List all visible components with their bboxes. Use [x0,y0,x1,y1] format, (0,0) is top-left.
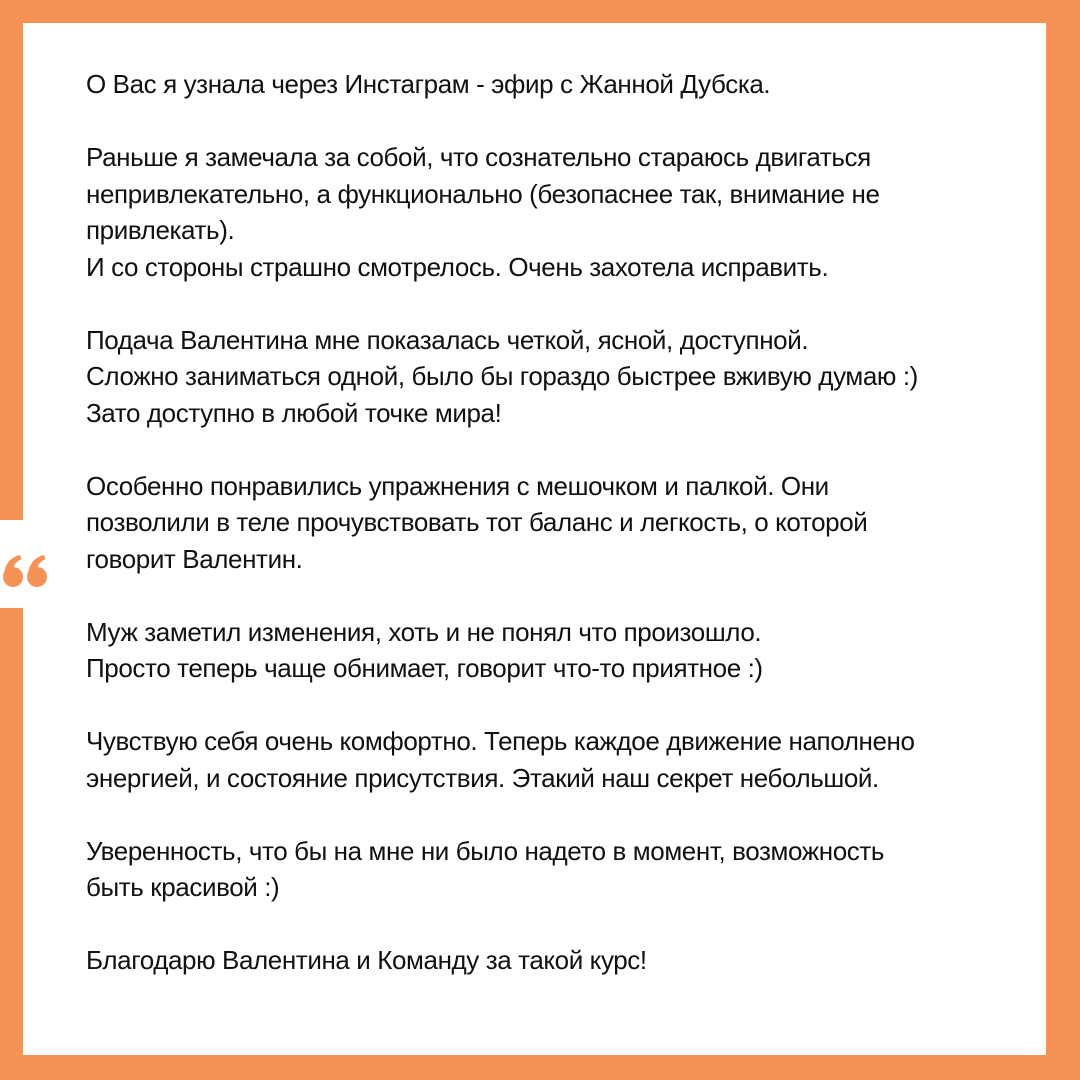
review-line: И со стороны страшно смотрелось. Очень захотела исправить. [86,251,829,282]
review-line: О Вас я узнала через Инстаграм - эфир с Жанной Дубска. [86,69,771,99]
review-line: позволили в теле прочувствовать тот баланс и легкость, о которой [86,507,868,537]
quote-tab [0,520,70,608]
review-line: энергией, и состояние присутствия. Этакий наш секрет небольшой. [86,762,879,793]
review-line: Уверенность, что бы на мне ни было надето в момент, возможность [86,835,885,866]
review-paragraph [86,468,1016,578]
review-line: Чувствую себя очень комфортно. Теперь каждое движение наполнено [86,726,915,756]
review-line: Подача Валентина мне показалась четкой, ясной, доступной. [86,324,809,355]
review-paragraph [86,723,1016,796]
opening-quote-icon [2,553,50,589]
review-paragraph [86,139,1016,285]
review-line: Раньше я замечала за собой, что сознательно стараюсь двигаться [86,142,871,172]
review-line: быть красивой :) [86,872,280,902]
review-line: Муж заметил изменения, хоть и не понял что произошло. [86,616,762,647]
review-line: говорит Валентин. [86,543,303,574]
review-paragraph [86,833,1016,906]
review-paragraph [86,942,1016,979]
review-paragraph [86,614,1016,687]
review-line: Зато доступно в любой точке мира! [86,397,502,428]
review-line: Просто теперь чаще обнимает, говорит что-то приятное :) [86,653,763,683]
review-paragraph [86,66,1016,103]
review-line: привлекать). [86,215,235,245]
review-paragraph [86,322,1016,432]
review-text [86,66,1016,1015]
review-line: Сложно заниматься одной, было бы гораздо быстрее вживую думаю :) [86,361,918,391]
review-line: Благодарю Валентина и Команду за такой курс! [86,945,647,975]
review-line: Особенно понравились упражнения с мешочком и палкой. Они [86,470,829,501]
review-line: непривлекательно, а функционально (безопаснее так, внимание не [86,178,880,209]
